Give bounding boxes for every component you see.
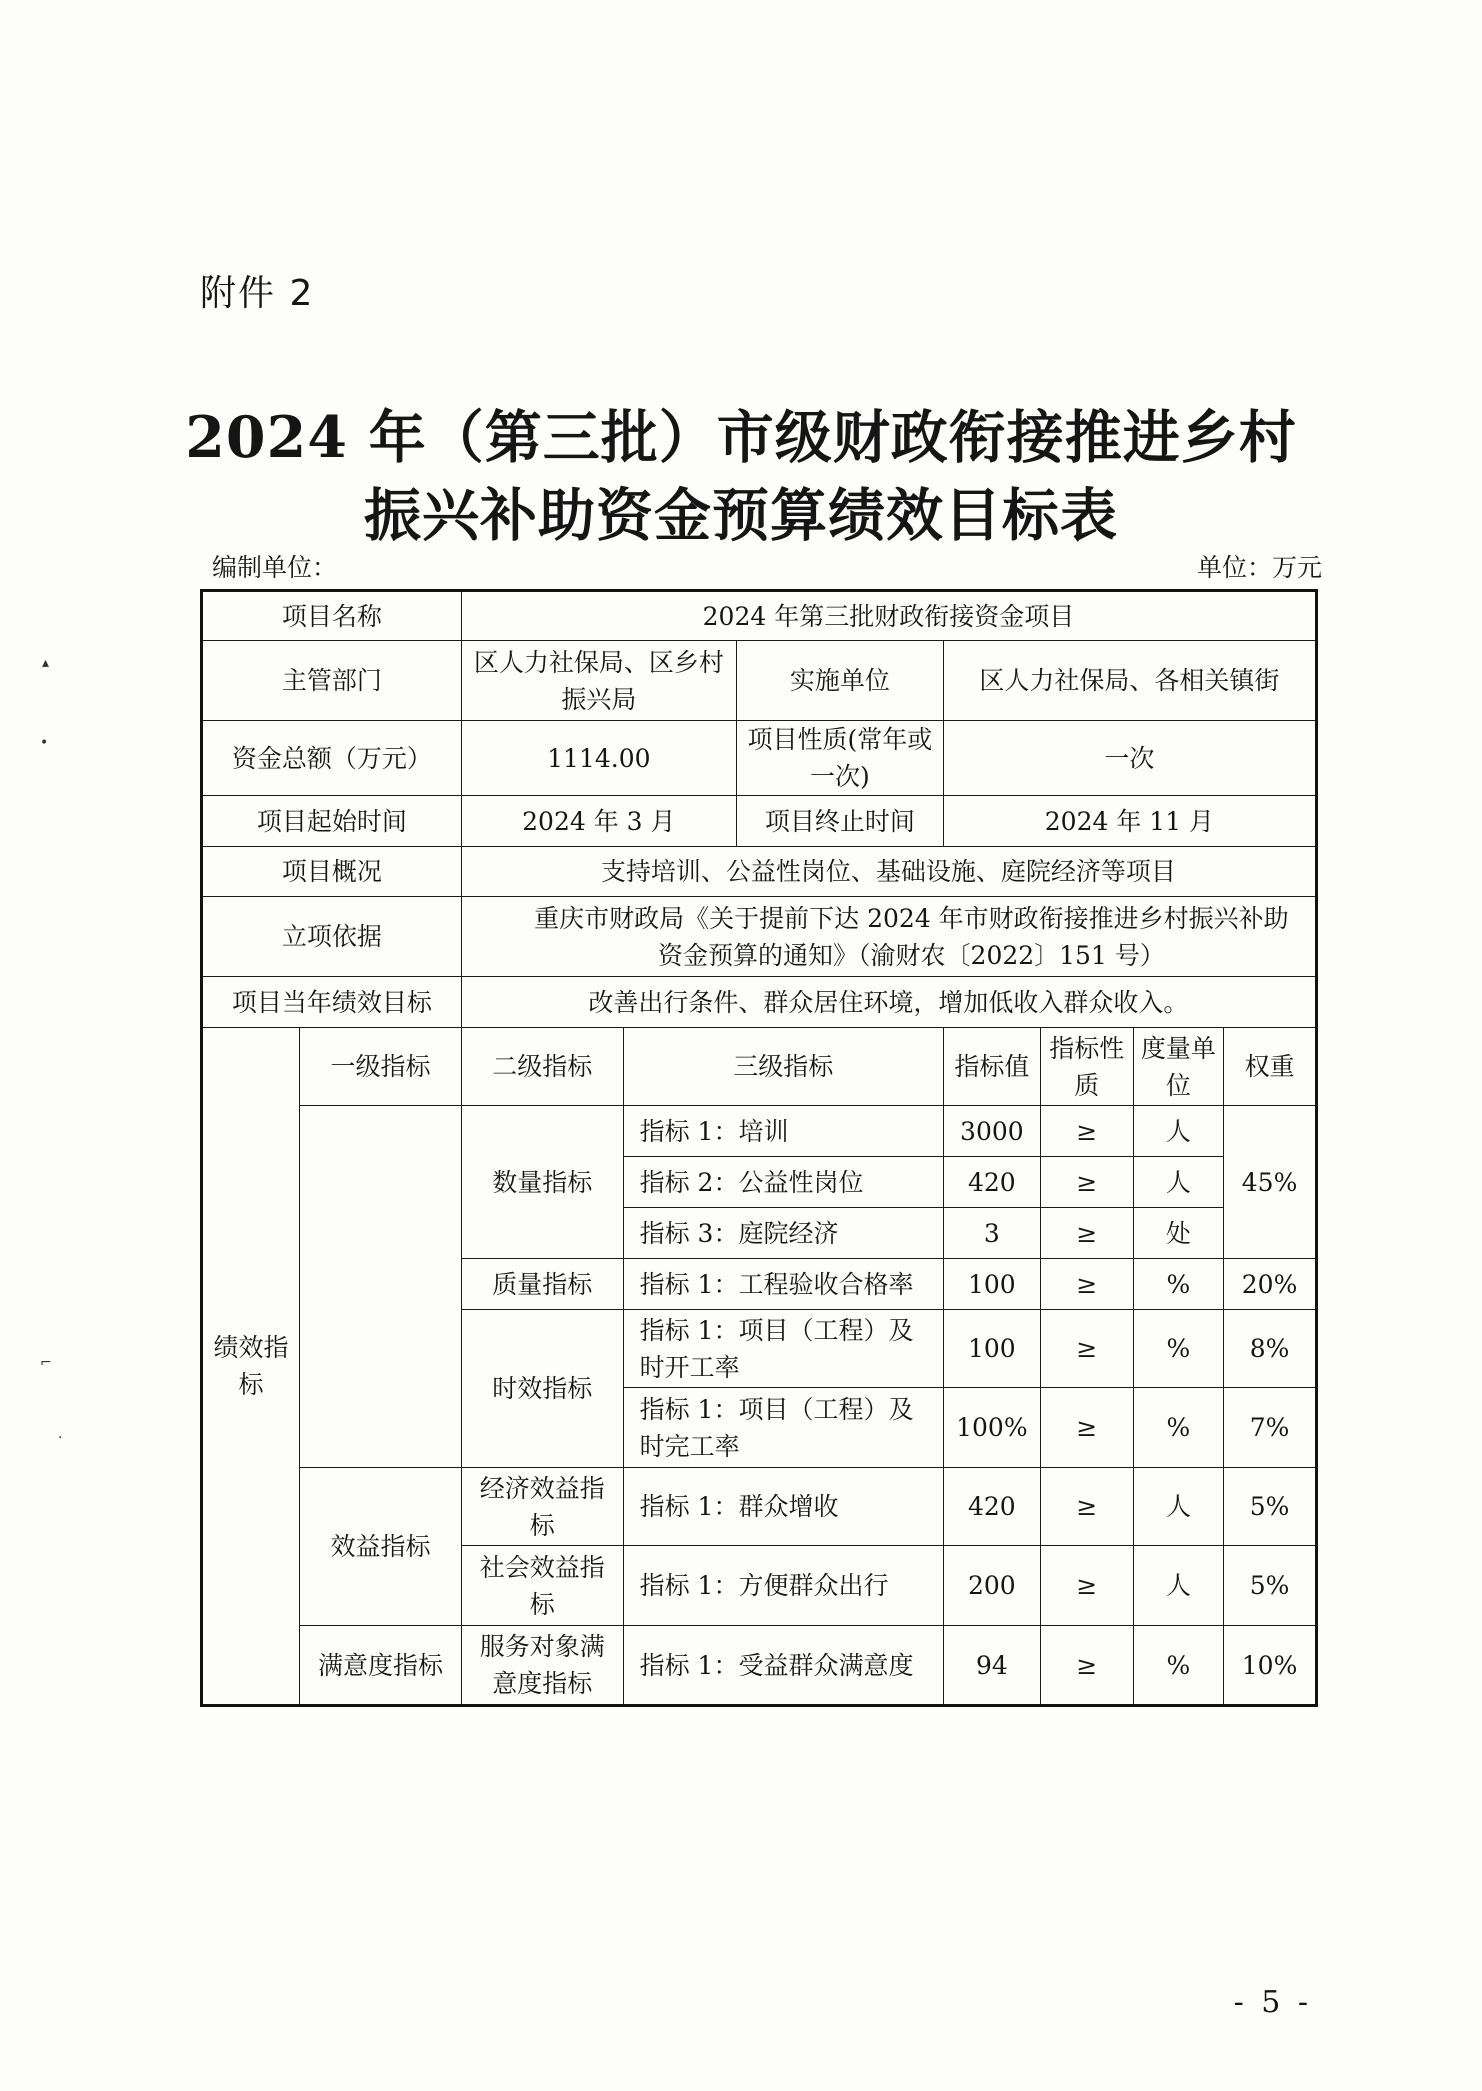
row-project-name (202, 591, 1317, 641)
impl-value: 区人力社保局、各相关镇街 (943, 641, 1316, 721)
header-value: 指标值 (943, 1028, 1040, 1106)
goal-label: 项目当年绩效目标 (202, 977, 462, 1028)
indicator-nature: ≥ (1040, 1106, 1133, 1157)
indicator-value: 94 (943, 1626, 1040, 1706)
indicator-name: 指标 1：项目（工程）及时完工率 (623, 1388, 943, 1468)
total-label: 资金总额（万元） (202, 721, 462, 796)
indicator-nature: ≥ (1040, 1468, 1133, 1546)
row-department (202, 641, 1317, 721)
indicator-nature: ≥ (1040, 1208, 1133, 1259)
indicator-name: 指标 1：群众增收 (623, 1468, 943, 1546)
nature-value: 一次 (943, 721, 1316, 796)
indicator-nature: ≥ (1040, 1546, 1133, 1626)
row-total (202, 721, 1317, 796)
level2-service: 服务对象满意度指标 (461, 1626, 623, 1706)
unit-label: 单位：万元 (1196, 553, 1322, 582)
indicator-name: 指标 1：培训 (623, 1106, 943, 1157)
indicator-unit: % (1133, 1626, 1224, 1706)
project-name-value: 2024 年第三批财政衔接资金项目 (461, 591, 1316, 641)
overview-label: 项目概况 (202, 847, 462, 897)
indicator-name: 指标 2：公益性岗位 (623, 1157, 943, 1208)
indicator-nature: ≥ (1040, 1388, 1133, 1468)
scan-speck: • (40, 735, 49, 751)
indicator-weight: 5% (1224, 1546, 1317, 1626)
indicator-row (202, 1468, 1317, 1546)
indicator-nature: ≥ (1040, 1310, 1133, 1388)
header-weight: 权重 (1224, 1028, 1317, 1106)
level1-satisfaction: 满意度指标 (300, 1626, 462, 1706)
level2-economic: 经济效益指标 (461, 1468, 623, 1546)
level2-quality: 质量指标 (461, 1259, 623, 1310)
row-basis (202, 897, 1317, 977)
level2-social: 社会效益指标 (461, 1546, 623, 1626)
header-unit: 度量单位 (1133, 1028, 1224, 1106)
header-nature: 指标性质 (1040, 1028, 1133, 1106)
indicator-nature: ≥ (1040, 1157, 1133, 1208)
indicator-value: 3 (943, 1208, 1040, 1259)
indicator-unit: 人 (1133, 1546, 1224, 1626)
impl-label: 实施单位 (736, 641, 943, 721)
indicator-name: 指标 1：方便群众出行 (623, 1546, 943, 1626)
row-goal (202, 977, 1317, 1028)
document-title-line1: 2024 年（第三批）市级财政衔接推进乡村 (185, 404, 1297, 471)
goal-value: 改善出行条件、群众居住环境，增加低收入群众收入。 (461, 977, 1316, 1028)
compiler-label: 编制单位： (212, 553, 338, 582)
project-name-label: 项目名称 (202, 591, 462, 641)
row-overview (202, 847, 1317, 897)
header-level2: 二级指标 (461, 1028, 623, 1106)
indicator-value: 100 (943, 1259, 1040, 1310)
dept-label: 主管部门 (202, 641, 462, 721)
indicator-unit: 人 (1133, 1157, 1224, 1208)
indicator-unit: 处 (1133, 1208, 1224, 1259)
indicator-name: 指标 1：工程验收合格率 (623, 1259, 943, 1310)
scan-speck: ⌐ (40, 1355, 52, 1371)
indicator-value: 100 (943, 1310, 1040, 1388)
indicator-nature: ≥ (1040, 1626, 1133, 1706)
indicator-unit: % (1133, 1310, 1224, 1388)
header-level3: 三级指标 (623, 1028, 943, 1106)
level1-benefit: 效益指标 (300, 1468, 462, 1626)
indicator-value: 100% (943, 1388, 1040, 1468)
document-title-line2: 振兴补助资金预算绩效目标表 (364, 482, 1118, 549)
dept-value: 区人力社保局、区乡村振兴局 (461, 641, 736, 721)
indicator-weight: 20% (1224, 1259, 1317, 1310)
indicator-weight: 10% (1224, 1626, 1317, 1706)
indicator-name: 指标 1：项目（工程）及时开工率 (623, 1310, 943, 1388)
indicator-unit: % (1133, 1388, 1224, 1468)
row-indicator-header (202, 1028, 1317, 1106)
indicator-weight: 8% (1224, 1310, 1317, 1388)
start-value: 2024 年 3 月 (461, 796, 736, 847)
page-number: - 5 - (1233, 1985, 1312, 2020)
indicator-value: 200 (943, 1546, 1040, 1626)
basis-label: 立项依据 (202, 897, 462, 977)
indicator-row (202, 1106, 1317, 1157)
nature-label: 项目性质(常年或一次) (736, 721, 943, 796)
indicator-name: 指标 1：受益群众满意度 (623, 1626, 943, 1706)
attachment-label: 附件 2 (200, 273, 315, 314)
basis-value: 重庆市财政局《关于提前下达 2024 年市财政衔接推进乡村振兴补助资金预算的通知》（渝财农〔2022〕151 号） (461, 897, 1316, 977)
overview-value: 支持培训、公益性岗位、基础设施、庭院经济等项目 (461, 847, 1316, 897)
indicator-value: 3000 (943, 1106, 1040, 1157)
indicator-value: 420 (943, 1468, 1040, 1546)
indicator-nature: ≥ (1040, 1259, 1133, 1310)
scan-speck: · (58, 1430, 63, 1446)
total-value: 1114.00 (461, 721, 736, 796)
level2-timeliness: 时效指标 (461, 1310, 623, 1468)
performance-indicator-label: 绩效指标 (202, 1028, 300, 1706)
end-value: 2024 年 11 月 (943, 796, 1316, 847)
row-dates (202, 796, 1317, 847)
level1-output-cell (300, 1106, 462, 1468)
indicator-unit: 人 (1133, 1468, 1224, 1546)
indicator-value: 420 (943, 1157, 1040, 1208)
header-level1: 一级指标 (300, 1028, 462, 1106)
level2-quantity: 数量指标 (461, 1106, 623, 1259)
indicator-weight: 7% (1224, 1388, 1317, 1468)
scan-speck: ▴ (42, 655, 50, 671)
indicator-weight: 45% (1224, 1106, 1317, 1259)
end-label: 项目终止时间 (736, 796, 943, 847)
performance-target-table (200, 589, 1318, 1707)
indicator-row (202, 1626, 1317, 1706)
indicator-unit: 人 (1133, 1106, 1224, 1157)
start-label: 项目起始时间 (202, 796, 462, 847)
indicator-weight: 5% (1224, 1468, 1317, 1546)
indicator-unit: % (1133, 1259, 1224, 1310)
indicator-name: 指标 3：庭院经济 (623, 1208, 943, 1259)
